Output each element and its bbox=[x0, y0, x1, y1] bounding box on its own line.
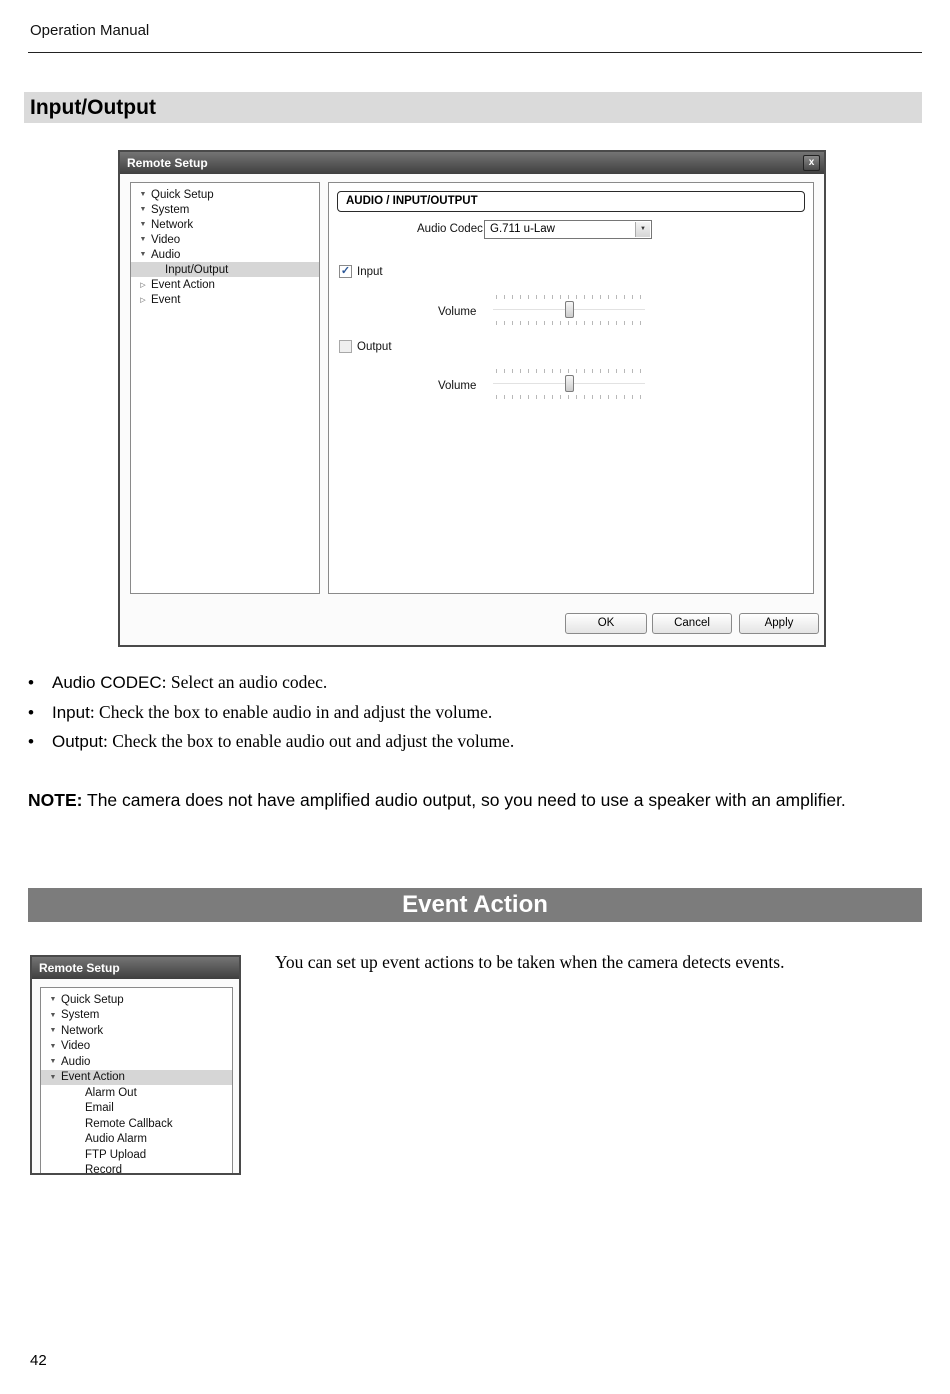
remote-setup-dialog-2 bbox=[30, 955, 241, 1175]
list-item bbox=[28, 731, 928, 761]
triangle-right-icon[interactable]: ▷ bbox=[140, 296, 146, 304]
header-rule bbox=[28, 52, 922, 53]
section-event-action-bar bbox=[28, 888, 922, 922]
bullet-term: Input bbox=[52, 702, 90, 722]
settings-tree-panel bbox=[130, 182, 320, 594]
input-volume-slider[interactable] bbox=[493, 295, 645, 325]
tree-item-label: Quick Setup bbox=[61, 993, 124, 1006]
tree-item-input-output[interactable] bbox=[131, 262, 319, 277]
bullet-icon: • bbox=[28, 732, 34, 751]
tree-item-label: Audio bbox=[61, 1055, 91, 1068]
tree-item-label: Input/Output bbox=[165, 263, 229, 276]
dialog-titlebar[interactable] bbox=[32, 957, 239, 979]
list-item bbox=[28, 702, 928, 732]
panel-heading: AUDIO / INPUT/OUTPUT bbox=[337, 191, 805, 212]
audio-settings-panel bbox=[328, 182, 814, 594]
triangle-down-icon[interactable]: ▼ bbox=[49, 1042, 57, 1050]
tree-item-audio-alarm[interactable] bbox=[41, 1132, 232, 1148]
dialog-title: Remote Setup bbox=[127, 156, 208, 170]
triangle-down-icon[interactable]: ▼ bbox=[49, 1058, 57, 1066]
tree-item-event-action[interactable] bbox=[41, 1070, 232, 1086]
tree-item-label: Alarm Out bbox=[85, 1086, 137, 1099]
triangle-down-icon[interactable]: ▼ bbox=[139, 206, 147, 213]
tree-item-ftp-upload[interactable] bbox=[41, 1147, 232, 1163]
tree-item-label: Remote Callback bbox=[85, 1117, 173, 1130]
volume-label-output: Volume bbox=[438, 380, 477, 392]
bullet-term: Audio CODEC bbox=[52, 673, 162, 692]
slider-ticks bbox=[496, 321, 642, 325]
triangle-down-icon[interactable]: ▼ bbox=[139, 236, 147, 243]
section-input-output-bar bbox=[24, 92, 922, 123]
event-action-description: You can set up event actions to be taken when the camera detects events. bbox=[275, 952, 785, 972]
audio-codec-value: G.711 u-Law bbox=[490, 223, 555, 235]
tree-item-label: Audio Alarm bbox=[85, 1133, 148, 1146]
note-label: NOTE: bbox=[28, 790, 83, 810]
tree-item-video[interactable] bbox=[131, 232, 319, 247]
tree-item-system[interactable] bbox=[41, 1008, 232, 1024]
tree-item-network[interactable] bbox=[131, 217, 319, 232]
output-label: Output bbox=[357, 341, 392, 353]
slider-ticks bbox=[496, 295, 642, 299]
tree-item-quick-setup[interactable] bbox=[41, 992, 232, 1008]
audio-codec-label: Audio Codec bbox=[417, 223, 483, 235]
triangle-right-icon[interactable]: ▷ bbox=[140, 281, 146, 289]
bullet-list bbox=[28, 672, 928, 761]
tree-item-label: FTP Upload bbox=[85, 1148, 147, 1161]
ok-button[interactable]: OK bbox=[565, 613, 647, 634]
tree-item-remote-callback[interactable] bbox=[41, 1116, 232, 1132]
remote-setup-dialog bbox=[118, 150, 826, 647]
tree-item-record[interactable] bbox=[41, 1163, 232, 1176]
chevron-down-icon[interactable]: ▼ bbox=[635, 222, 650, 237]
bullet-icon: • bbox=[28, 673, 34, 692]
tree-item-label: Event Action bbox=[61, 1071, 125, 1084]
tree-item-label: Audio bbox=[151, 248, 181, 261]
tree-item-label: Event Action bbox=[151, 278, 215, 291]
doc-header: Operation Manual bbox=[30, 22, 150, 39]
triangle-down-icon[interactable]: ▼ bbox=[139, 221, 147, 228]
tree-item-audio[interactable] bbox=[131, 247, 319, 262]
triangle-down-icon[interactable]: ▼ bbox=[139, 251, 147, 258]
bullet-text: : Check the box to enable audio in and adjust the volume. bbox=[89, 701, 493, 722]
tree-item-label: Video bbox=[151, 233, 181, 246]
note-text: The camera does not have amplified audio output, so you need to use a speaker with an amplifier. bbox=[82, 790, 846, 810]
triangle-down-icon[interactable]: ▼ bbox=[49, 1011, 57, 1019]
section-title: Input/Output bbox=[30, 96, 156, 119]
tree-item-audio[interactable] bbox=[41, 1054, 232, 1070]
tree-item-label: System bbox=[151, 203, 190, 216]
list-item bbox=[28, 672, 928, 702]
cancel-button[interactable]: Cancel bbox=[652, 613, 732, 634]
dialog-title: Remote Setup bbox=[39, 961, 120, 975]
output-checkbox[interactable] bbox=[339, 340, 352, 353]
volume-label-input: Volume bbox=[438, 306, 477, 318]
apply-button[interactable]: Apply bbox=[739, 613, 819, 634]
check-icon: ✓ bbox=[340, 265, 351, 277]
tree-item-quick-setup[interactable] bbox=[131, 187, 319, 202]
slider-ticks bbox=[496, 369, 642, 373]
bullet-text: : Check the box to enable audio out and adjust the volume. bbox=[103, 731, 515, 751]
tree-item-event-action[interactable] bbox=[131, 277, 319, 292]
output-volume-slider[interactable] bbox=[493, 369, 645, 399]
slider-ticks bbox=[496, 395, 642, 399]
close-icon[interactable]: x bbox=[803, 155, 820, 171]
slider-thumb[interactable] bbox=[565, 375, 574, 392]
tree-item-system[interactable] bbox=[131, 202, 319, 217]
bullet-term: Output bbox=[52, 732, 104, 751]
bullet-text: : Select an audio codec. bbox=[161, 672, 328, 692]
tree-item-label: Email bbox=[85, 1102, 114, 1115]
audio-codec-dropdown[interactable] bbox=[484, 220, 652, 239]
input-checkbox[interactable] bbox=[339, 265, 352, 278]
triangle-down-icon[interactable]: ▼ bbox=[49, 996, 57, 1004]
dialog-titlebar[interactable] bbox=[120, 152, 824, 174]
tree-item-alarm-out[interactable] bbox=[41, 1085, 232, 1101]
tree-item-label: Record bbox=[85, 1164, 123, 1175]
tree-item-email[interactable] bbox=[41, 1101, 232, 1117]
tree-item-label: Event bbox=[151, 293, 181, 306]
tree-item-label: Quick Setup bbox=[151, 188, 214, 201]
tree-item-label: Network bbox=[61, 1024, 104, 1037]
note-paragraph bbox=[28, 788, 926, 813]
tree-item-label: Network bbox=[151, 218, 194, 231]
tree-item-network[interactable] bbox=[41, 1023, 232, 1039]
tree-item-video[interactable] bbox=[41, 1039, 232, 1055]
tree-item-label: System bbox=[61, 1009, 100, 1022]
tree-item-event[interactable] bbox=[131, 292, 319, 307]
tree-item-label: Video bbox=[61, 1040, 91, 1053]
slider-thumb[interactable] bbox=[565, 301, 574, 318]
section-title: Event Action bbox=[402, 891, 548, 918]
settings-tree-panel bbox=[40, 987, 233, 1175]
input-label: Input bbox=[357, 266, 383, 278]
page-number: 42 bbox=[30, 1352, 47, 1369]
triangle-down-icon[interactable]: ▼ bbox=[49, 1027, 57, 1035]
triangle-down-icon[interactable]: ▼ bbox=[139, 191, 147, 198]
bullet-icon: • bbox=[28, 702, 34, 722]
triangle-down-icon[interactable]: ▼ bbox=[49, 1073, 57, 1081]
